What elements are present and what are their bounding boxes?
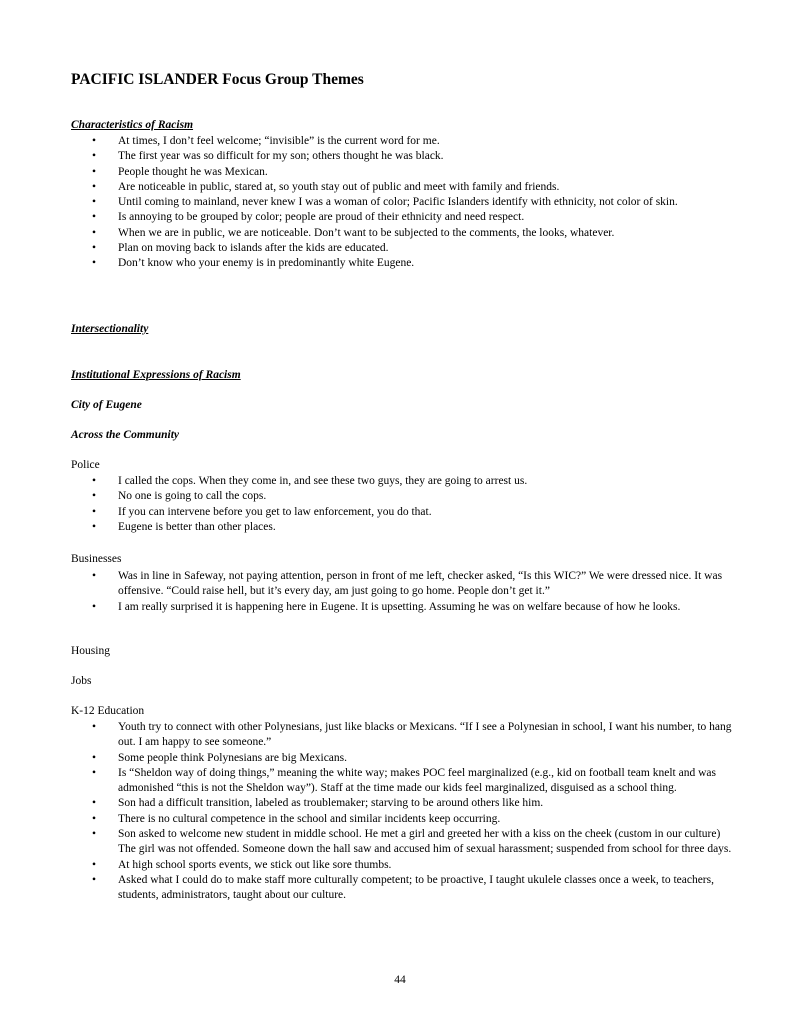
police-list [71, 474, 736, 535]
k12-education-list [71, 720, 736, 904]
city-of-eugene-heading: City of Eugene [71, 399, 142, 411]
businesses-list [71, 569, 736, 615]
list-item: • Was in line in Safeway, not paying attention, person in front of me left, checker asked, “Is this WIC?” We were dressed nice. It was offensive. “Could raise hell, but it’s every day, am just going to go home. People don’t get it.” [71, 569, 736, 600]
page-number: 44 [394, 974, 406, 986]
list-item: • Plan on moving back to islands after the kids are educated. [71, 241, 736, 256]
housing-label: Housing [71, 645, 110, 657]
characteristics-heading: Characteristics of Racism [71, 119, 194, 131]
police-label: Police [71, 459, 100, 471]
list-item: • Is annoying to be grouped by color; people are proud of their ethnicity and need respect. [71, 210, 736, 225]
characteristics-list [71, 134, 736, 272]
list-item: • Asked what I could do to make staff more culturally competent; to be proactive, I taught ukulele classes once a week, to teachers, students, administrators, taught about our culture. [71, 873, 736, 904]
list-item: • Is “Sheldon way of doing things,” meaning the white way; makes POC feel marginalized (e.g., kid on football team knelt and was admonished “this is not the Sheldon way”). Staff at the time made our kids feel marginalized, disguised as a school thing. [71, 766, 736, 797]
list-item: • There is no cultural competence in the school and similar incidents keep occurring. [71, 812, 736, 827]
list-item: • The first year was so difficult for my son; others thought he was black. [71, 149, 736, 164]
jobs-label: Jobs [71, 675, 92, 687]
list-item: • I am really surprised it is happening here in Eugene. It is upsetting. Assuming he was on welfare because of how he looks. [71, 600, 736, 615]
k12-education-label: K-12 Education [71, 705, 145, 717]
list-item: • I called the cops. When they come in, and see these two guys, they are going to arrest us. [71, 474, 736, 489]
list-item: • People thought he was Mexican. [71, 165, 736, 180]
list-item: • At times, I don’t feel welcome; “invisible” is the current word for me. [71, 134, 736, 149]
list-item: • Son had a difficult transition, labeled as troublemaker; starving to be around others like him. [71, 796, 736, 811]
list-item: • At high school sports events, we stick out like sore thumbs. [71, 858, 736, 873]
list-item: • When we are in public, we are noticeable. Don’t want to be subjected to the comments, the looks, whatever. [71, 226, 736, 241]
list-item: • Until coming to mainland, never knew I was a woman of color; Pacific Islanders identify with ethnicity, not color of skin. [71, 195, 736, 210]
across-community-heading: Across the Community [71, 429, 179, 441]
list-item: • If you can intervene before you get to law enforcement, you do that. [71, 505, 736, 520]
list-item: • Son asked to welcome new student in middle school. He met a girl and greeted her with a kiss on the cheek (custom in our culture) The girl was not offended. Someone down the hall saw and accused him of sexual harassment; suspended from school for three days. [71, 827, 736, 858]
list-item: • Are noticeable in public, stared at, so youth stay out of public and meet with family and friends. [71, 180, 736, 195]
list-item: • No one is going to call the cops. [71, 489, 736, 504]
list-item: • Some people think Polynesians are big Mexicans. [71, 751, 736, 766]
businesses-label: Businesses [71, 553, 122, 565]
list-item: • Don’t know who your enemy is in predominantly white Eugene. [71, 256, 736, 271]
list-item: • Eugene is better than other places. [71, 520, 736, 535]
list-item: • Youth try to connect with other Polynesians, just like blacks or Mexicans. “If I see a Polynesian in school, I want his number, to hang out. I am happy to see someone.” [71, 720, 736, 751]
page-title: PACIFIC ISLANDER Focus Group Themes [71, 71, 364, 88]
institutional-heading: Institutional Expressions of Racism [71, 369, 241, 381]
intersectionality-heading: Intersectionality [71, 323, 149, 335]
